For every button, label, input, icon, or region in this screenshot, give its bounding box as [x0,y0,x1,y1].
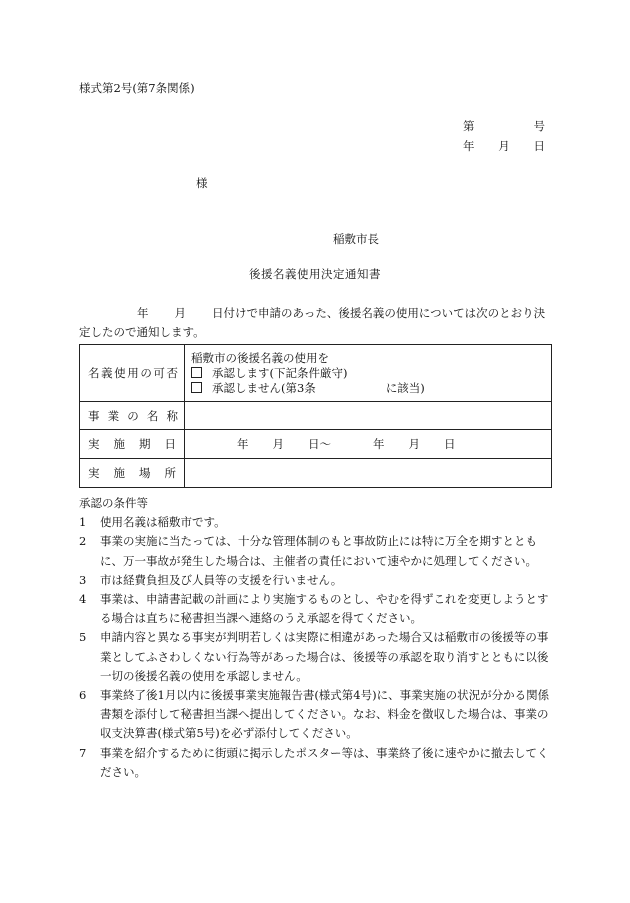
number-suffix: 号 [533,119,545,133]
event-name-label: 事 業 の 名 称 [80,402,185,430]
list-item: 4 事業は、申請書記載の計画により実施するものとし、やむを得ずこれを変更しようとする場合は直ちに秘書担当課へ連絡のうえ承認を得てください。 [79,592,549,626]
event-period-field[interactable]: 年 月 日〜 年 月 日 [185,430,552,459]
intro-paragraph [79,304,554,342]
event-name-field[interactable] [185,402,552,430]
date-day-label: 日 [533,139,545,153]
event-period-label: 実 施 期 日 [80,430,185,459]
date-month-label: 月 [498,139,510,153]
list-item: 1 使用名義は稲敷市です。 [79,515,226,530]
reject-option: 承認しません(第3条 に該当) [191,381,545,396]
table-row [80,345,552,402]
document-title: 後援名義使用決定通知書 [249,267,381,281]
table-row [80,430,552,459]
table-row [80,459,552,488]
list-item: 6 事業終了後1月以内に後援事業実施報告書(様式第4号)に、事業実施の状況が分かる関係書類を添付して秘書担当課へ提出してください。なお、料金を徴収した場合は、事業の収支決算書(様式第5号)を必ず添付してください。 [79,688,550,741]
conditions-title: 承認の条件等 [79,496,148,510]
number-prefix: 第 [463,119,475,133]
approval-lead-text: 稲敷市の後援名義の使用を [191,350,329,365]
approve-option: 承認します(下記条件厳守) [191,366,545,381]
list-item: 7 事業を紹介するために街頭に掲示したポスター等は、事業終了後に速やかに撤去してください。 [79,745,549,779]
document-number [463,118,545,138]
conditions-section [79,494,554,782]
issuer: 稲敷市長 [333,232,379,246]
document-number-block [463,118,545,158]
form-number: 様式第2号(第7条関係) [79,81,195,95]
addressee: 様 [196,176,208,190]
date-year-label: 年 [463,139,475,153]
list-item: 5 申請内容と異なる事実が判明若しくは実際に相違があった場合又は稲敷市の後援等の事業としてふさわしくない行為等があった場合は、後援等の承認を取り消すとともに以後一切の後援名義の使用を承認しません。 [79,630,549,683]
approve-checkbox[interactable] [191,367,202,378]
list-item: 2 事業の実施に当たっては、十分な管理体制のもと事故防止には特に万全を期すとともに、万一事故が発生した場合は、主催者の責任において速やかに処理してください。 [79,534,537,568]
document-date [463,138,545,158]
usage-approval-label: 名 義 使 用 の 可 否 [80,345,185,402]
event-venue-field[interactable] [185,459,552,488]
table-row [80,402,552,430]
intro-text: 日付けで申請のあった、後援名義の使用については次のとおり決定したので通知します。 [79,306,546,339]
reject-checkbox[interactable] [191,382,202,393]
details-table [79,344,552,488]
intro-year: 年 [137,306,149,320]
usage-approval-value [185,345,552,402]
list-item: 3 市は経費負担及び人員等の支援を行いません。 [79,572,343,587]
intro-month: 月 [174,306,186,320]
event-venue-label: 実 施 場 所 [80,459,185,488]
